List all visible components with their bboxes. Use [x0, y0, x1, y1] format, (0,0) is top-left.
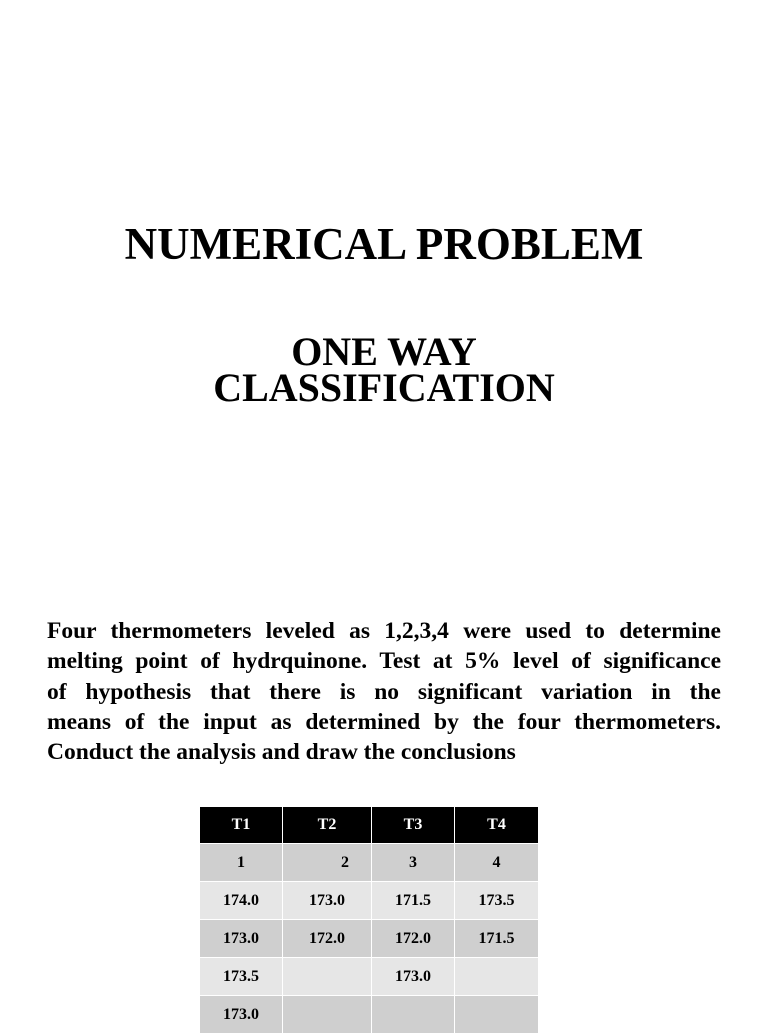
table-cell: 173.0: [372, 958, 455, 996]
header-t1: T1: [200, 807, 283, 844]
table-row: [200, 958, 539, 996]
page-subtitle: [0, 329, 768, 410]
table-cell: [283, 958, 372, 996]
table-cell: 173.5: [200, 958, 283, 996]
header-t4: T4: [455, 807, 539, 844]
table-cell: 3: [372, 844, 455, 882]
table-cell: 172.0: [372, 920, 455, 958]
problem-line: Conduct the analysis and draw the conclusions: [47, 739, 516, 766]
page-title: NUMERICAL PROBLEM: [124, 219, 644, 269]
table-cell: [455, 958, 539, 996]
table-cell: 173.0: [283, 882, 372, 920]
table-cell: 174.0: [200, 882, 283, 920]
table-row: [200, 920, 539, 958]
table-cell: 1: [200, 844, 283, 882]
subtitle-line-2: CLASSIFICATION: [213, 365, 555, 410]
header-t3: T3: [372, 807, 455, 844]
table-row: [200, 882, 539, 920]
table-row: [200, 844, 539, 882]
table-cell: 171.5: [372, 882, 455, 920]
table-cell: 2: [283, 844, 372, 882]
subtitle-line-1: ONE WAY: [291, 329, 477, 374]
table-cell: 173.5: [455, 882, 539, 920]
table-row: [200, 996, 539, 1034]
table-cell: 171.5: [455, 920, 539, 958]
table-cell: 172.0: [283, 920, 372, 958]
table-cell: 173.0: [200, 920, 283, 958]
problem-line: melting point of hydrquinone. Test at 5% level of significance: [47, 648, 721, 675]
table-cell: [283, 996, 372, 1034]
table-cell: 173.0: [200, 996, 283, 1034]
table-cell: 4: [455, 844, 539, 882]
table-cell: [455, 996, 539, 1034]
thermometer-data-table: [199, 806, 539, 1034]
problem-line: of hypothesis that there is no significant variation in the: [47, 678, 721, 705]
header-t2: T2: [283, 807, 372, 844]
table-cell: [372, 996, 455, 1034]
problem-line: means of the input as determined by the four thermometers.: [47, 708, 721, 735]
problem-line: Four thermometers leveled as 1,2,3,4 were used to determine: [47, 618, 721, 644]
table-header-row: [200, 807, 539, 844]
problem-statement: [47, 616, 721, 767]
